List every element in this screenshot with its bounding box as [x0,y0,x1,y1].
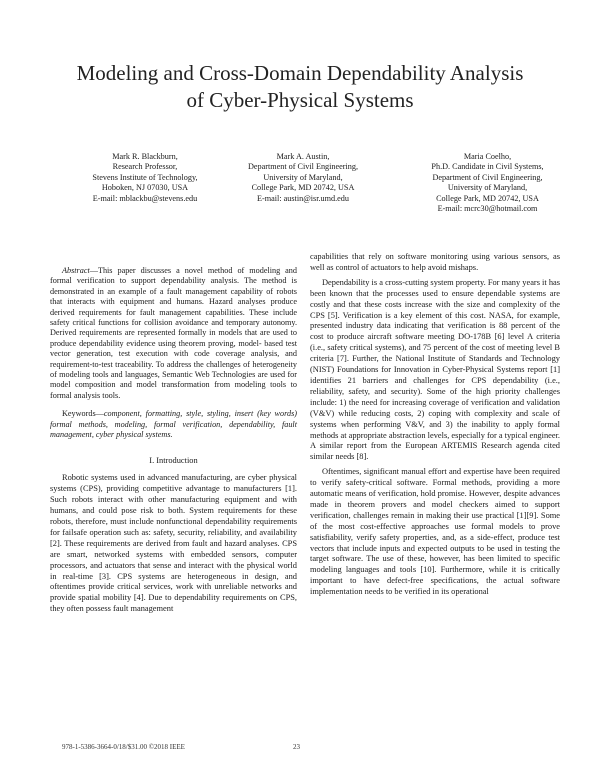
author-email: E-mail: mblackbu@stevens.edu [92,193,198,203]
author-name: Mark A. Austin, [276,152,330,161]
abstract-text: —This paper discusses a novel method of modeling and formal verification to support dependability analysis. The method is demonstrated in an example of a fault management capability of robots that interacts with equipment and humans. Hazard analyses produce derived requirements for fault management capabilities. These include safety critical functions for collision avoidance and temporary autonomy. Derived requirements are represented formally in models that are used to produce dependability evidence using theorem proving, model- based test vector generation, test execution with code coverage analysis, and requirement-to-test traceability. To address the challenges of heterogeneity of modeling tools and languages, Semantic Web Technologies are used for model composition and model transformation from modeling tools to formal analysis tools. [50,266,297,400]
page-number: 23 [293,743,300,751]
right-column [310,252,560,598]
author-email: E-mail: austin@isr.umd.edu [257,193,349,203]
author-block-1 [60,152,230,204]
title-line-2: of Cyber-Physical Systems [186,88,414,112]
dependability-paragraph: Dependability is a cross-cutting system property. For many years it has been known that the processes used to ensure dependable systems are costly and that these costs increase with the size and complexity of the CPS [5]. Verification is a key element of this cost. NASA, for example, presented industry data indicating that verification is 88 percent of the cost to produce aircraft software meeting DO-178B [6] level A criteria (i.e., safety critical systems), and 75 percent of the cost of meeting level B criteria [7]. Further, the National Institute of Standards and Technology (NIST) Foundations for Innovation in Cyber-Physical Systems report [1] identifies 21 barriers and challenges for CPS dependability (i.e., reliability, safety, and security). Some of the high priority challenges include: 1) the need for increasing coverage of verification and validation (V&V) while reducing costs, 2) coping with complexity and scale of systems when performing V&V, and 3) the inability to apply formal methods at appropriate abstraction levels, especially for a typical engineer. A similar report from the European ARTEMIS Research agenda cited similar needs [8]. [310,277,560,462]
author-affiliation: Stevens Institute of Technology, [92,172,198,182]
paper-title [40,60,560,114]
author-position: Ph.D. Candidate in Civil Systems, [431,162,544,172]
author-position: Research Professor, [112,162,178,172]
author-name: Maria Coelho, [463,152,512,161]
author-block-2 [228,152,378,204]
author-affiliation: University of Maryland, [447,183,528,193]
abstract [50,266,297,401]
author-email: E-mail: mcrc30@hotmail.com [437,204,538,214]
intro-paragraph-1: Robotic systems used in advanced manufacturing, are cyber physical systems (CPS), providing competitive advantage to manufacturers [1]. Such robots interact with other manufacturing equipment and with humans, and could pose risk to both. System requirements for these robots, therefore, must include nonfunctional dependability requirements for failsafe operation such as: safety, security, reliability, and availability [2]. These requirements are derived from fault and hazard analyses. CPS are smart, networked systems with embedded sensors, computer processors, and actuators that sense and interact with the physical world in real-time [3]. CPS systems are heterogeneous in design, and oftentimes provide critical services, work with unreliable networks and provide spatial mobility [4]. Due to dependability requirements on CPS, they often possess fault management [50,473,297,614]
author-department: Department of Civil Engineering, [432,172,543,182]
formal-methods-paragraph: Oftentimes, significant manual effort and expertise have been required to verify safety-critical software. Formal methods, providing a more automatic means of verification, hold promise. However, despite advances made in theorem provers and model checkers aimed to support verification, challenges remain in making their use practical [1][9]. Some of the most cost-effective approaches use formal models to prove satisfiability, verify safety properties, and, as a side-effect, produce test vectors that include inputs and expected outputs to be used in testing the target software. The use of these, however, has been limited to specific modeling languages and tools [10]. Furthermore, while it is critically important to have defect-free specifications, the actual software implementation needs to be verified in its operational [310,467,560,597]
left-column [50,266,297,615]
section-heading: I. Introduction [149,455,198,465]
author-address: College Park, MD 20742, USA [436,193,539,203]
keywords-label: Keywords— [62,409,104,419]
title-line-1: Modeling and Cross-Domain Dependability Analysis [76,61,524,85]
author-name: Mark R. Blackburn, [112,152,178,161]
author-department: Department of Civil Engineering, [247,162,359,172]
keywords [50,409,297,440]
author-affiliation: University of Maryland, [263,172,343,182]
footer-isbn: 978-1-5386-3664-0/18/$31.00 ©2018 IEEE [62,743,185,751]
author-address: College Park, MD 20742, USA [251,183,355,193]
continued-paragraph: capabilities that rely on software monitoring using various sensors, as well as control of actuators to help avoid mishaps. [310,252,560,272]
abstract-label: Abstract [62,266,90,275]
author-address: Hoboken, NJ 07030, USA [101,183,189,193]
author-block-3 [405,152,570,214]
keywords-text: component, formatting, style, styling, insert (key words) formal methods, modeling, formal verification, dependability, fault management, cyber physical systems. [50,409,297,440]
